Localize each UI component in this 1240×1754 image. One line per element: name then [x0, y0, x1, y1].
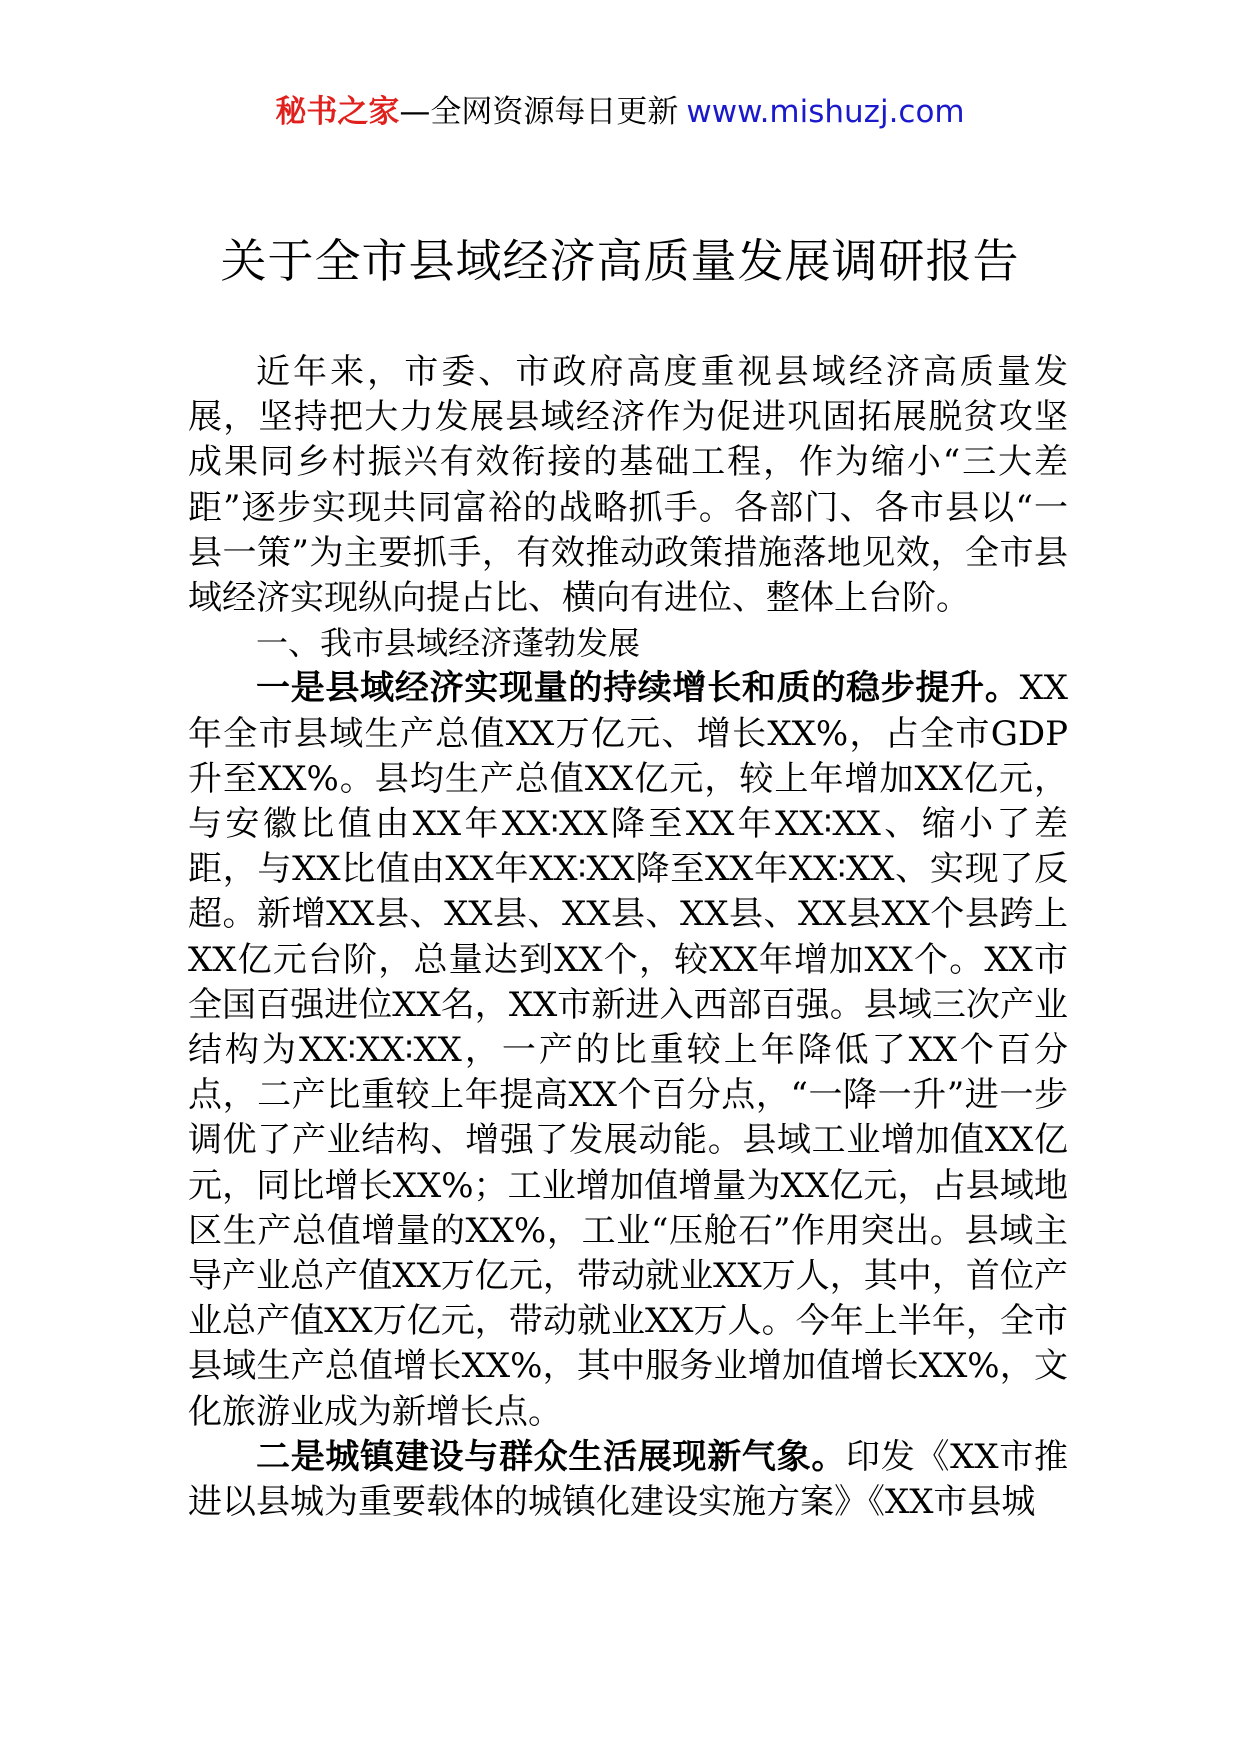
point-two-lead: 二是城镇建设与群众生活展现新气象。 [256, 1436, 847, 1477]
document-title: 关于全市县域经济高质量发展调研报告 [220, 234, 1020, 288]
intro-paragraph: 近年来，市委、市政府高度重视县域经济高质量发展，坚持把大力发展县域经济作为促进巩固拓展脱贫攻坚成果同乡村振兴有效衔接的基础工程，作为缩小“三大差距”逐步实现共同富裕的战略抓手。各部门、各市县以“一县一策”为主要抓手，有效推动政策措施落地见效，全市县域经济实现纵向提占比、横向有进位、整体上台阶。 [188, 352, 1068, 619]
site-tagline: —全网资源每日更新 [399, 94, 679, 130]
point-two-body: 印发《XX市推进以县城为重要载体的城镇化建设实施方案》《XX市县城 [188, 1436, 1068, 1523]
point-one-body: XX年全市县域生产总值XX万亿元、增长XX%，占全市GDP升至XX%。县均生产总值XX亿元，较上年增加XX亿元，与安徽比值由XX年XX∶XX降至XX年XX∶XX、缩小了差距，与XX比值由XX年XX∶XX降至XX年XX∶XX、实现了反超。新增XX县、XX县、XX县、XX县、XX县XX个县跨上XX亿元台阶，总量达到XX个，较XX年增加XX个。XX市全国百强进位XX名，XX市新进入西部百强。县域三次产业结构为XX∶XX∶XX，一产的比重较上年降低了XX个百分点，二产比重较上年提高XX个百分点，“一降一升”进一步调优了产业结构、增强了发展动能。县域工业增加值XX亿元，同比增长XX%；工业增加值增量为XX亿元，占县域地区生产总值增量的XX%，工业“压舱石”作用突出。县域主导产业总产值XX万亿元，带动就业XX万人，其中，首位产业总产值XX万亿元，带动就业XX万人。今年上半年，全市县域生产总值增长XX%，其中服务业增加值增长XX%，文化旅游业成为新增长点。 [188, 668, 1068, 1432]
point-two-paragraph [188, 1435, 1068, 1525]
point-one-lead: 一是县域经济实现量的持续增长和质的稳步提升。 [256, 668, 1020, 709]
document-body [188, 350, 1068, 1525]
site-brand-name: 秘书之家 [275, 94, 400, 130]
site-url-link[interactable]: www.mishuzj.com [686, 94, 965, 130]
site-banner [0, 92, 1240, 132]
point-one-paragraph [188, 666, 1068, 1434]
section-heading: 一、我市县域经济蓬勃发展 [256, 624, 641, 663]
